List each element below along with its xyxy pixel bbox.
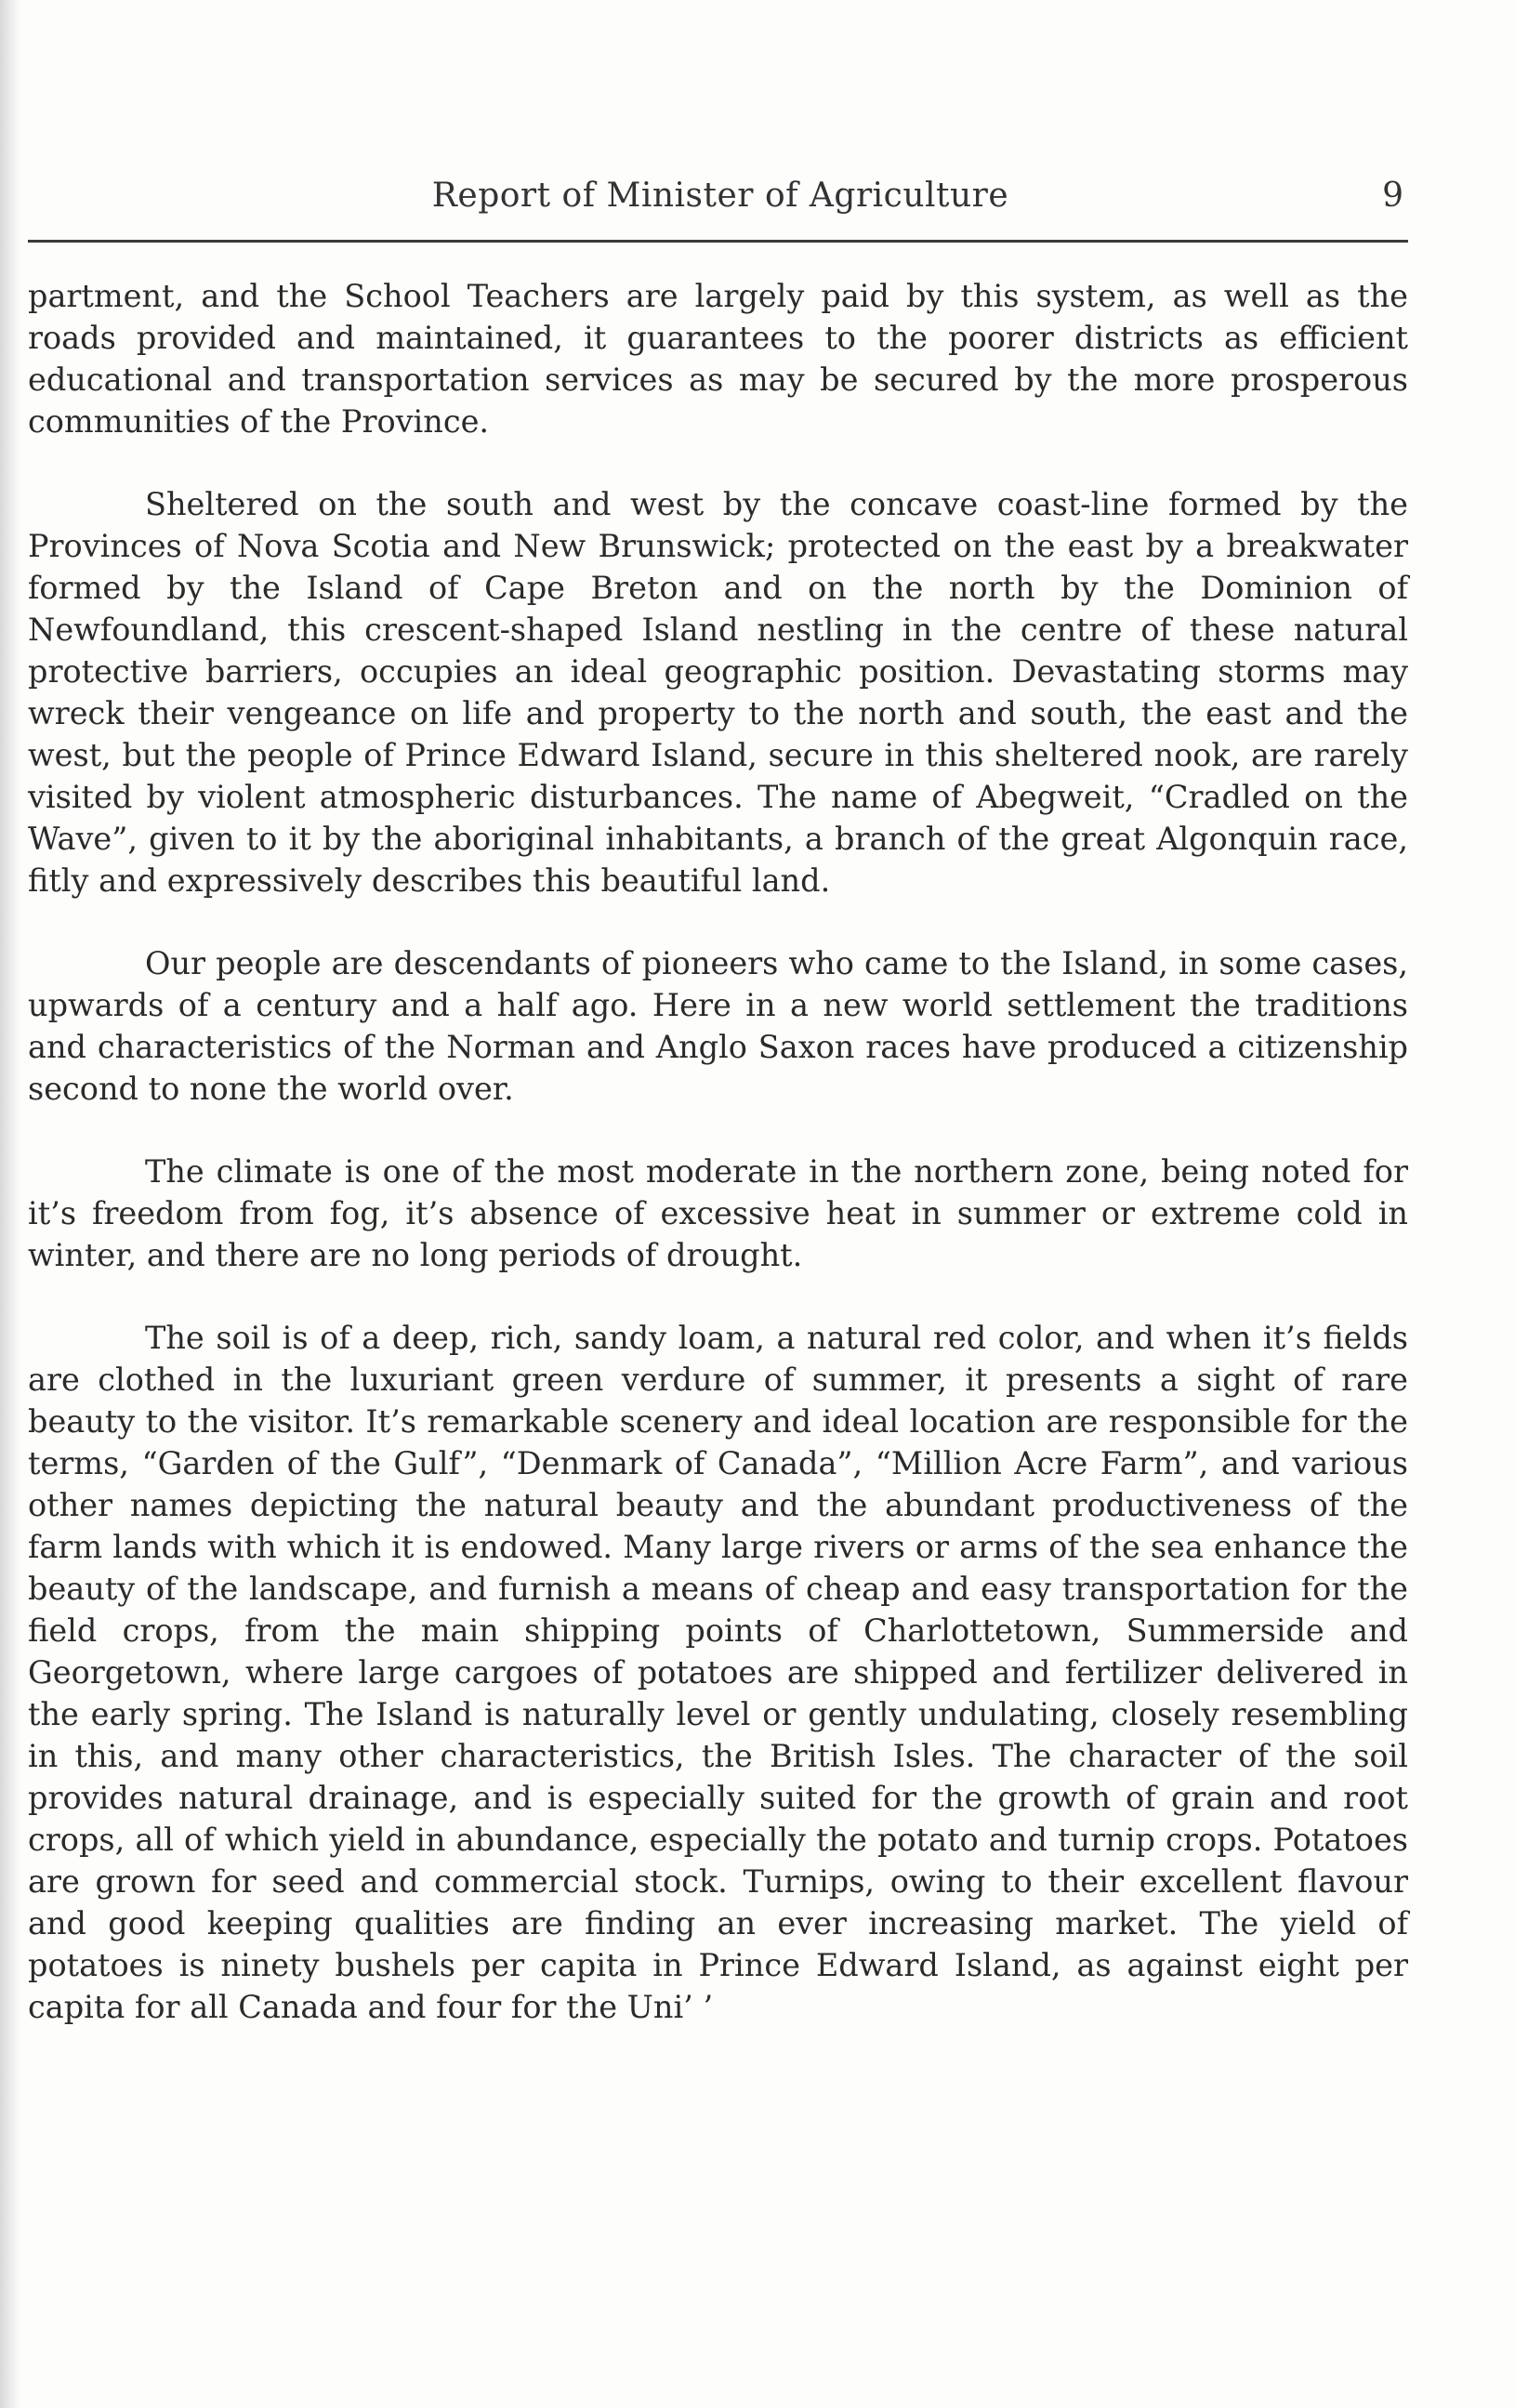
page-header <box>28 177 1413 232</box>
paragraph-people: Our people are descendants of pioneers who came to the Island, in some cases, upwards of a century and a half ago. Here in a new world settlement the traditions and characteristics of the Norman and Anglo Saxon races have produced a citizenship second to none the world over. <box>28 945 1408 1107</box>
paragraph-climate: The climate is one of the most moderate in the northern zone, being noted for it’s freedom from fog, it’s absence of excessive heat in summer or extreme cold in winter, and there are no long periods of drought. <box>28 1153 1408 1273</box>
running-head: Report of Minister of Agriculture <box>431 177 1009 215</box>
page-number: 9 <box>1382 177 1403 215</box>
body-text <box>28 275 1408 2028</box>
paragraph-sheltered: Sheltered on the south and west by the concave coast-line formed by the Provinces of Nova Scotia and New Brunswick; protected on the east by a breakwater formed by the Island of Cape Breton and on the north by the Dominion of Newfoundland, this crescent-shaped Island nestling in the centre of these natural protective barriers, occupies an ideal geographic position. Devastating storms may wreck their vengeance on life and property to the north and south, the east and the west, but the people of Prince Edward Island, secure in this sheltered nook, are rarely visited by violent atmospheric disturbances. The name of Abegweit, “Cradled on the Wave”, given to it by the aboriginal inhabitants, a branch of the great Algonquin race, fitly and expressively describes this beautiful land. <box>28 486 1408 899</box>
paragraph-soil: The soil is of a deep, rich, sandy loam, a natural red color, and when it’s fields are clothed in the luxuriant green verdure of summer, it presents a sight of rare beauty to the visitor. It’s remarkable scenery and ideal location are responsible for the terms, “Garden of the Gulf”, “Denmark of Canada”, “Million Acre Farm”, and various other names depicting the natural beauty and the abundant productiveness of the farm lands with which it is endowed. Many large rivers or arms of the sea enhance the beauty of the landscape, and furnish a means of cheap and easy transportation for the field crops, from the main shipping points of Charlottetown, Summerside and Georgetown, where large cargoes of potatoes are shipped and fertilizer delivered in the early spring. The Island is naturally level or gently undulating, closely resembling in this, and many other characteristics, the British Isles. The character of the soil provides natural drainage, and is especially suited for the growth of grain and root crops, all of which yield in abundance, especially the potato and turnip crops. Potatoes are grown for seed and commercial stock. Turnips, owing to their excellent flavour and good keeping qualities are finding an ever increasing market. The yield of potatoes is ninety bushels per capita in Prince Edward Island, as against eight per capita for all Canada and four for the Uni’ ’ <box>28 1320 1408 2025</box>
header-rule <box>28 240 1408 243</box>
page-edge-shadow <box>0 0 20 2408</box>
paragraph-continued: partment, and the School Teachers are largely paid by this system, as well as the roads provided and maintained, it guarantees to the poorer districts as efficient educational and transportation services as may be secured by the more prosperous communities of the Province. <box>28 278 1408 440</box>
